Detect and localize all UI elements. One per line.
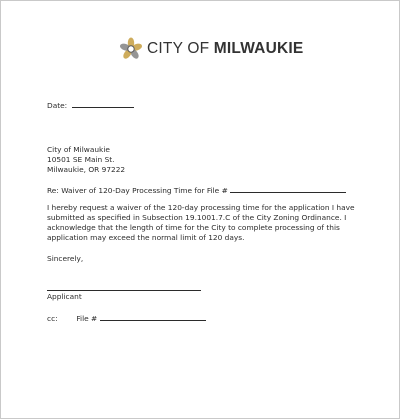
logo-city-name: MILWAUKIE	[213, 40, 304, 57]
city-seal-flower-icon	[119, 37, 143, 61]
file-number-blank-line[interactable]	[230, 184, 346, 193]
date-label: Date:	[47, 101, 68, 110]
cc-label: cc:	[47, 314, 58, 323]
cc-file-label: File #	[76, 314, 98, 323]
address-line-1: City of Milwaukie	[47, 145, 110, 154]
logo-wordmark	[147, 40, 303, 58]
city-logo	[119, 37, 303, 61]
date-blank-line[interactable]	[72, 99, 134, 108]
cc-file-number-blank-line[interactable]	[100, 312, 206, 321]
cc-row	[47, 312, 206, 324]
re-row	[47, 184, 346, 196]
address-line-2: 10501 SE Main St.	[47, 155, 115, 164]
signature-blank-line[interactable]	[47, 290, 201, 291]
closing-text: Sincerely,	[47, 254, 84, 263]
re-label: Re: Waiver of 120-Day Processing Time for File #	[47, 186, 228, 195]
applicant-label: Applicant	[47, 292, 82, 301]
logo-prefix: CITY OF	[147, 40, 214, 57]
address-line-3: Milwaukie, OR 97222	[47, 165, 126, 174]
date-row	[47, 99, 134, 111]
waiver-body-paragraph: I hereby request a waiver of the 120-day processing time for the application I have submitted as specified in Subsection 19.1001.7.C of the City Zoning Ordinance. I acknowledge that the length of time for the City to complete processing of this application may exceed the normal limit of 120 days.	[47, 203, 355, 242]
